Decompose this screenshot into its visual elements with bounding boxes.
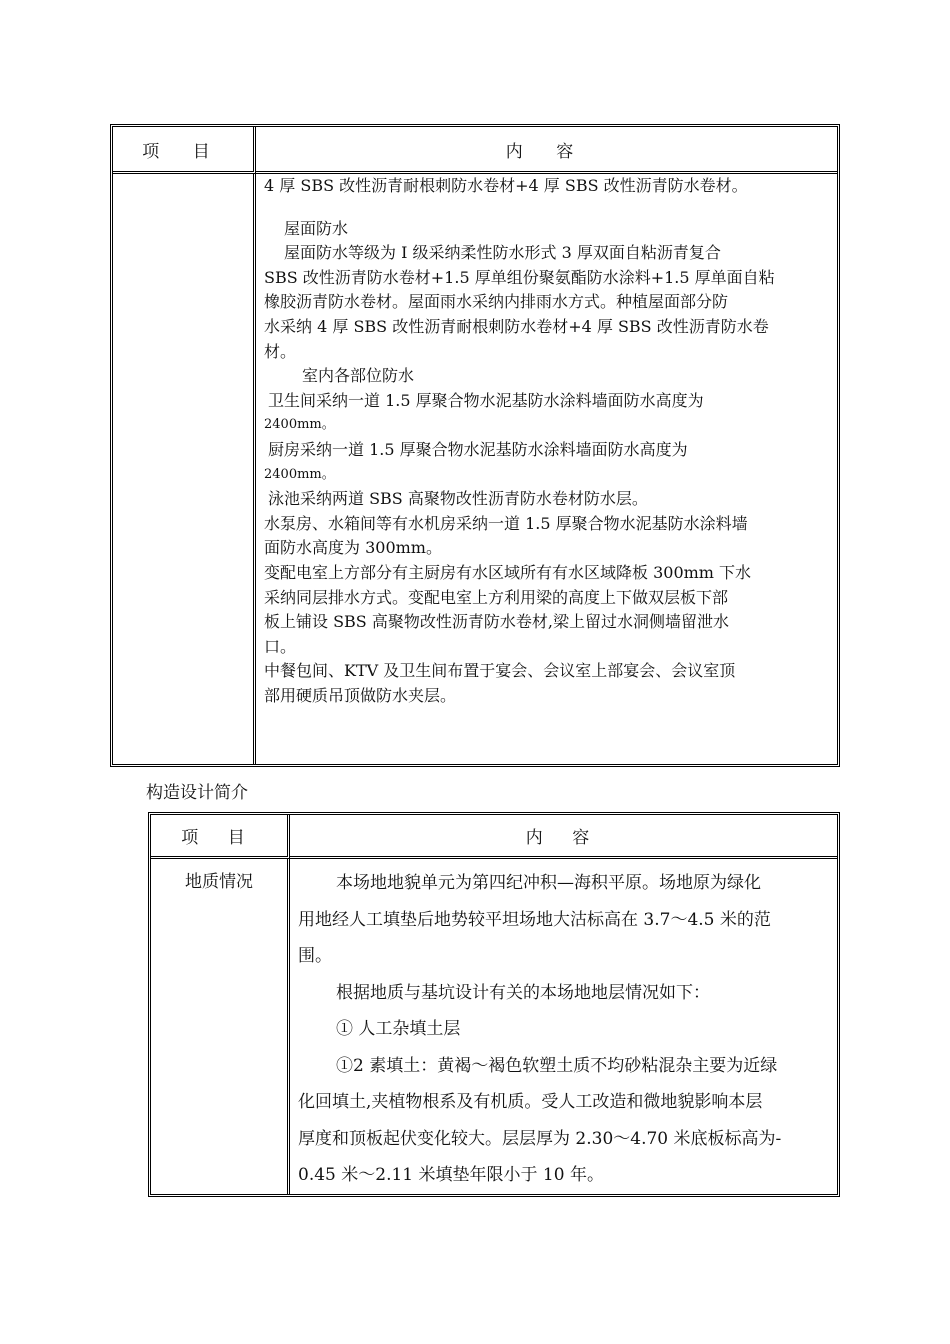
content-line: 板上铺设 SBS 高聚物改性沥青防水卷材,梁上留过水洞侧墙留泄水 [264, 612, 729, 632]
table-header-row [151, 815, 837, 859]
content-line: 中餐包间、KTV 及卫生间布置于宴会、会议室上部宴会、会议室顶 [264, 661, 736, 681]
content-line: 橡胶沥青防水卷材。屋面雨水采纳内排雨水方式。种植屋面部分防 [264, 292, 729, 312]
content-line: 面防水高度为 300mm。 [264, 538, 442, 558]
content-line: 厨房采纳一道 1.5 厚聚合物水泥基防水涂料墙面防水高度为 [268, 439, 688, 459]
content-line: 用地经人工填垫后地势较平坦场地大沽标高在 3.7～4.5 米的范 [298, 909, 771, 930]
content-line: 4 厚 SBS 改性沥青耐根刺防水卷材+4 厚 SBS 改性沥青防水卷材。 [264, 176, 748, 195]
content-line: ① 人工杂填土层 [336, 1019, 461, 1039]
content-line: 部用硬质吊顶做防水夹层。 [264, 685, 457, 705]
waterproofing-table [110, 124, 840, 767]
content-line: 水泵房、水箱间等有水机房采纳一道 1.5 厚聚合物水泥基防水涂料墙 [264, 513, 748, 533]
content-line: 泳池采纳两道 SBS 高聚物改性沥青防水卷材防水层。 [268, 489, 648, 509]
content-line: 口。 [264, 636, 297, 656]
row-item-cell [113, 174, 256, 764]
row-content-cell [256, 174, 837, 764]
content-line: 变配电室上方部分有主厨房有水区域所有有水区域降板 300mm 下水 [264, 562, 752, 582]
content-line: 本场地地貌单元为第四纪冲积—海积平原。场地原为绿化 [336, 873, 761, 893]
subsection-heading: 室内各部位防水 [302, 366, 415, 386]
construction-design-table [148, 812, 840, 1197]
header-item: 项 目 [151, 815, 290, 859]
row-content-cell [290, 859, 837, 1194]
table-row [151, 859, 837, 1194]
header-content: 内 容 [290, 815, 837, 859]
content-line: 化回填土,夹植物根系及有机质。受人工改造和微地貌影响本层 [298, 1092, 763, 1112]
content-line: 0.45 米～2.11 米填垫年限小于 10 年。 [298, 1165, 604, 1185]
content-line: 采纳同层排水方式。变配电室上方利用梁的高度上下做双层板下部 [264, 587, 729, 607]
table-header-row [113, 127, 837, 174]
header-content: 内 容 [256, 127, 837, 174]
content-line: 卫生间采纳一道 1.5 厚聚合物水泥基防水涂料墙面防水高度为 [268, 390, 704, 410]
content-line: 围。 [298, 946, 332, 966]
content-line: 材。 [264, 341, 297, 361]
content-line: 厚度和顶板起伏变化较大。层层厚为 2.30～4.70 米底板标高为- [298, 1128, 782, 1149]
table-row [113, 174, 837, 764]
content-line: 水采纳 4 厚 SBS 改性沥青耐根刺防水卷材+4 厚 SBS 改性沥青防水卷 [264, 316, 769, 336]
section-caption: 构造设计简介 [146, 783, 248, 803]
content-line: 2400mm。 [264, 417, 335, 433]
subsection-heading: 屋面防水 [284, 218, 349, 238]
content-line: SBS 改性沥青防水卷材+1.5 厚单组份聚氨酯防水涂料+1.5 厚单面自粘 [264, 267, 775, 287]
header-item: 项 目 [113, 127, 256, 174]
content-line: 根据地质与基坑设计有关的本场地地层情况如下： [336, 982, 710, 1003]
row-label-cell: 地质情况 [151, 859, 290, 1194]
content-line: 2400mm。 [264, 466, 335, 482]
content-line: 屋面防水等级为 I 级采纳柔性防水形式 3 厚双面自粘沥青复合 [284, 243, 721, 263]
content-line: ①2 素填土：黄褐～褐色软塑土质不均砂粘混杂主要为近绿 [336, 1055, 778, 1076]
